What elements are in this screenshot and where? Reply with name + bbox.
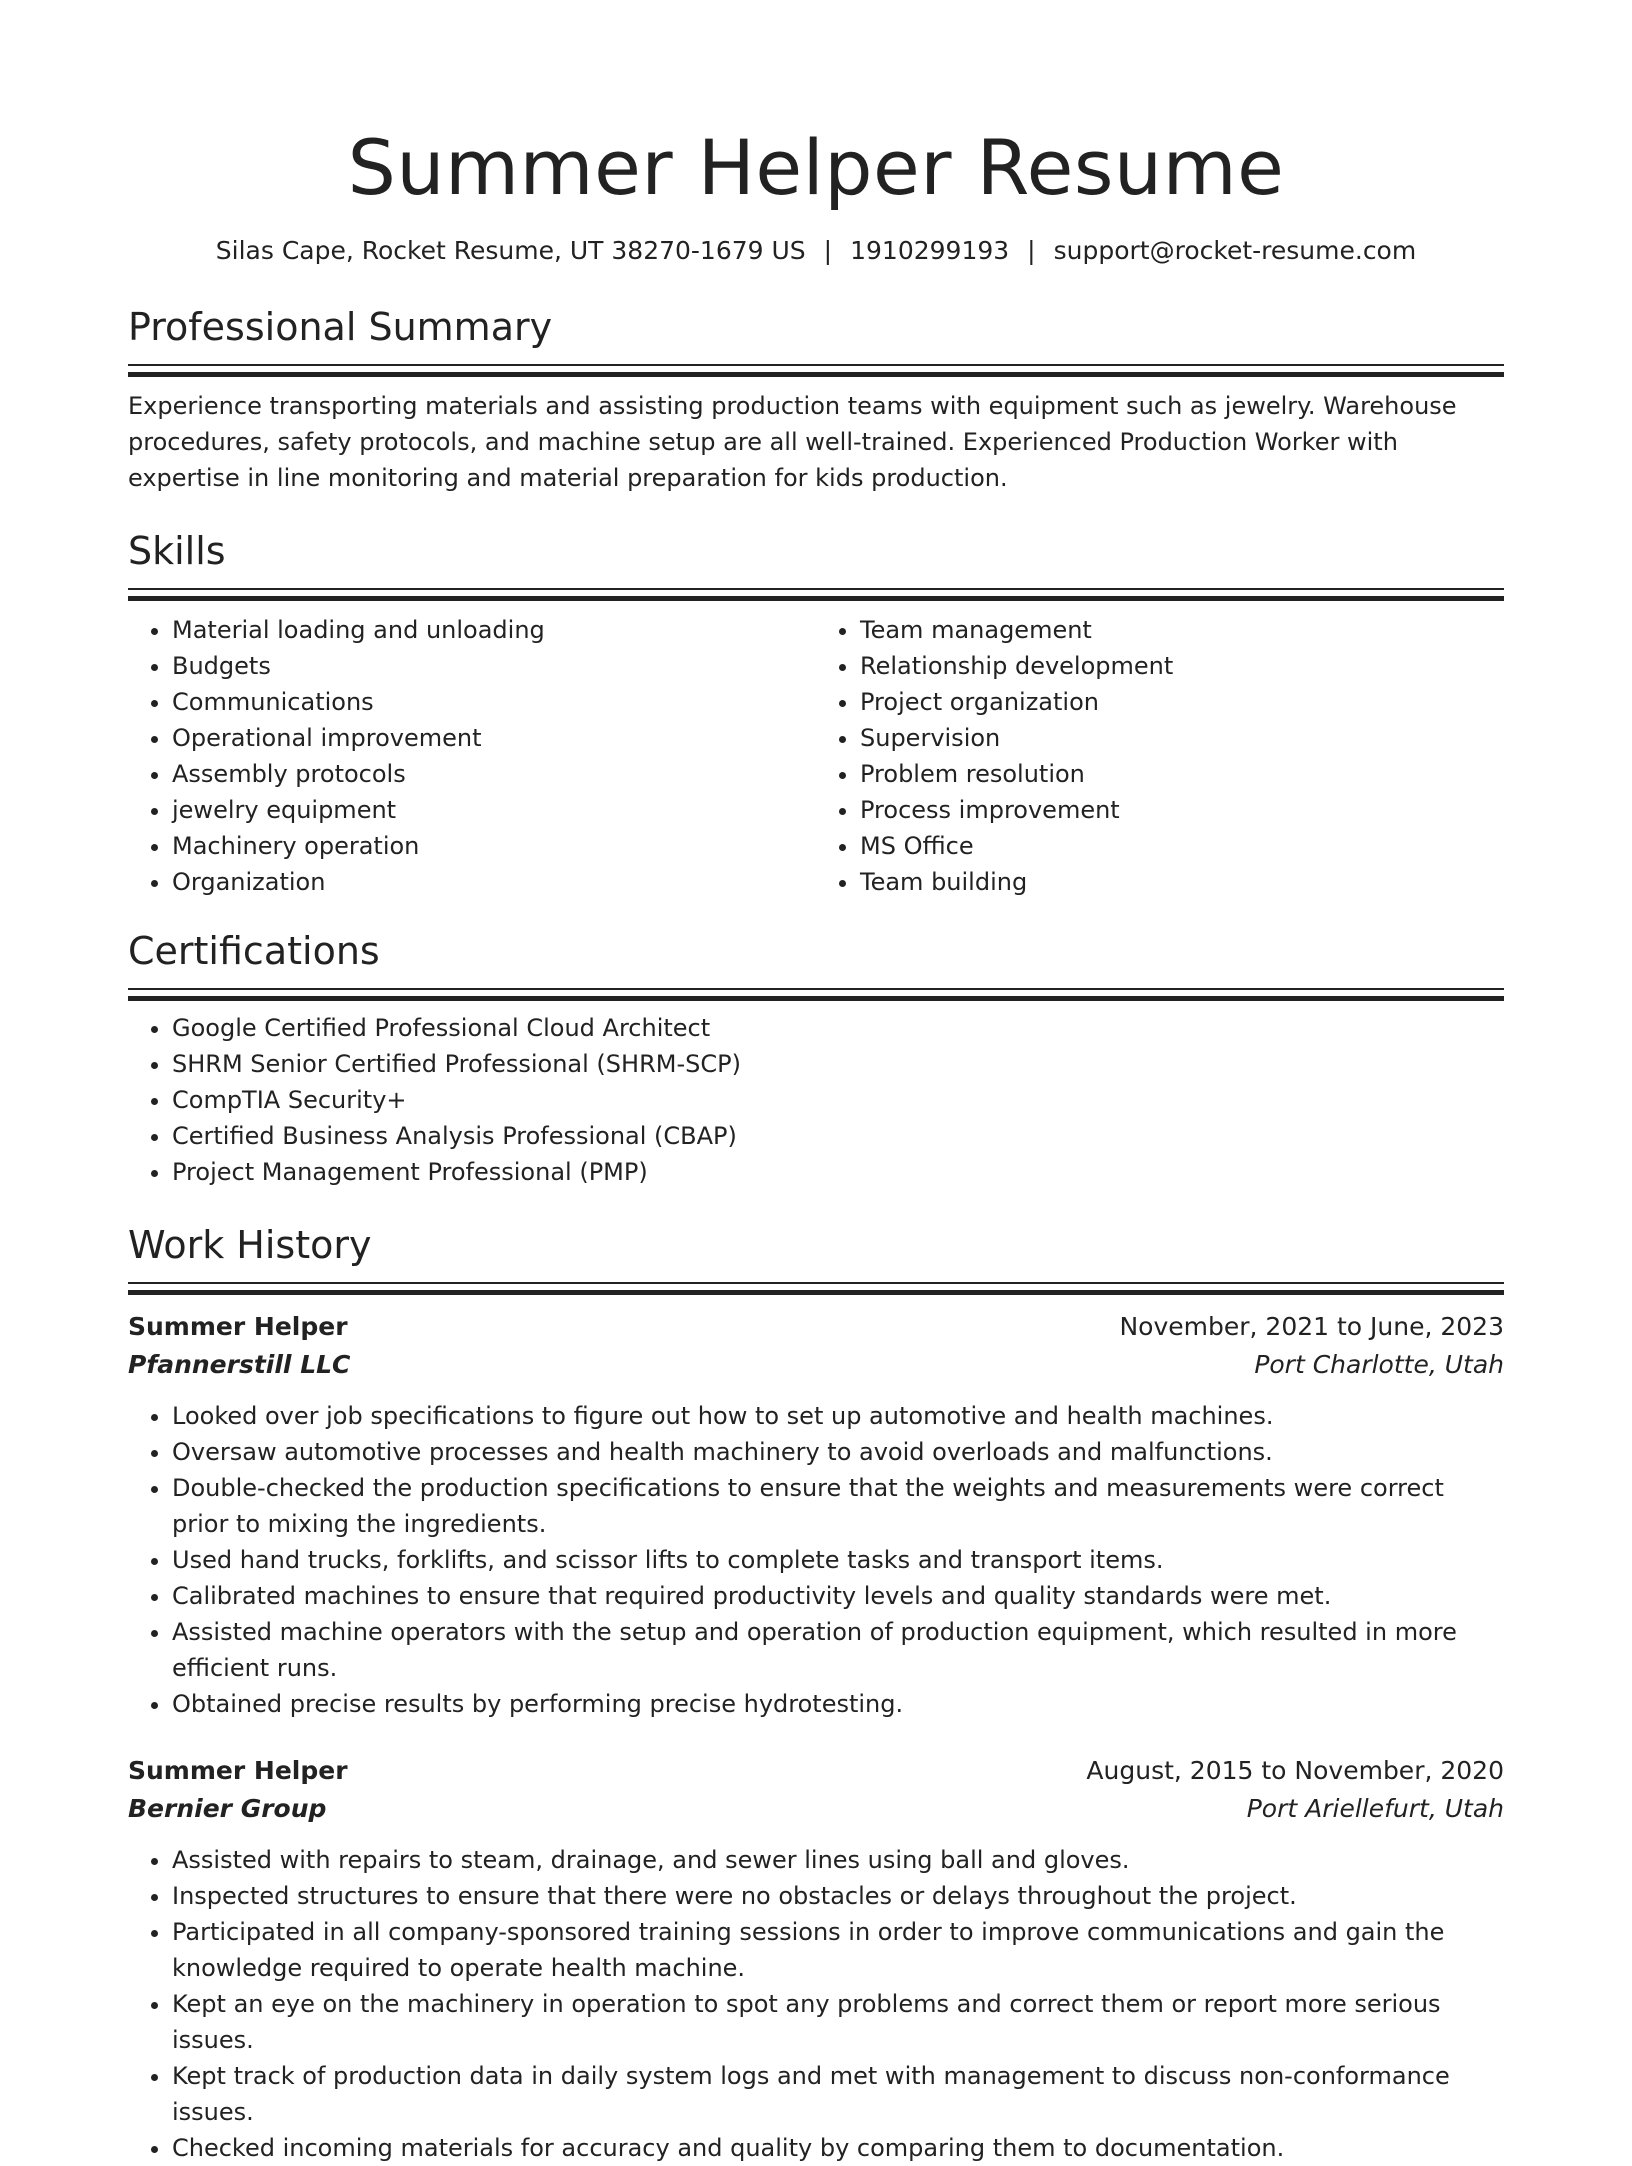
skills-columns (128, 612, 1504, 900)
summary-text: Experience transporting materials and assisting production teams with equipment such as jewelry. Warehouse procedures, safety protocols, and machine setup are all well-trained. Experienced Production Worker with expertise in line monitoring and material preparation for kids production. (128, 392, 1457, 492)
skill-item: • Budgets (172, 648, 816, 684)
job-dates: November, 2021 to June, 2023 (1119, 1312, 1504, 1341)
job-header-row (128, 1752, 1504, 1790)
skill-item: • MS Office (860, 828, 1504, 864)
job-bullet: • Obtained precise results by performing precise hydrotesting. (172, 1686, 1504, 1722)
skill-item: • Operational improvement (172, 720, 816, 756)
section-divider (128, 588, 1504, 602)
job-entry (128, 1308, 1504, 1722)
job-bullet: • Assisted with repairs to steam, drainage, and sewer lines using ball and gloves. (172, 1842, 1504, 1878)
job-subheader-row (128, 1346, 1504, 1384)
skill-item: • Team management (860, 612, 1504, 648)
section-heading-work-history: Work History (128, 1223, 372, 1267)
job-bullet: • Assisted machine operators with the setup and operation of production equipment, which resulted in more efficient runs. (172, 1614, 1504, 1686)
skills-section (128, 526, 1504, 900)
job-bullet: • Oversaw automotive processes and health machinery to avoid overloads and malfunctions. (172, 1434, 1504, 1470)
section-divider (128, 364, 1504, 378)
job-bullet: • Double-checked the production specifications to ensure that the weights and measurements were correct prior to mixing the ingredients. (172, 1470, 1504, 1542)
summary-section (128, 302, 1504, 496)
certification-item: • Certified Business Analysis Professional (CBAP) (172, 1118, 1504, 1154)
skill-item: • Machinery operation (172, 828, 816, 864)
job-bullet: • Calibrated machines to ensure that required productivity levels and quality standards were met. (172, 1578, 1504, 1614)
section-divider (128, 1282, 1504, 1296)
skill-item: • Project organization (860, 684, 1504, 720)
job-bullet: • Checked incoming materials for accuracy and quality by comparing them to documentation. (172, 2130, 1504, 2166)
job-entry (128, 1752, 1504, 2166)
skill-item: • jewelry equipment (172, 792, 816, 828)
job-bullet: • Kept track of production data in daily system logs and met with management to discuss non-conformance issues. (172, 2058, 1504, 2130)
contact-address: Silas Cape, Rocket Resume, UT 38270-1679 US (215, 236, 806, 265)
contact-phone: 1910299193 (850, 236, 1010, 265)
section-divider (128, 988, 1504, 1002)
job-subheader-row (128, 1790, 1504, 1828)
contact-separator: | (1027, 236, 1036, 265)
certifications-section (128, 926, 1504, 1190)
section-heading-summary: Professional Summary (128, 305, 553, 349)
skill-item: • Team building (860, 864, 1504, 900)
job-company: Pfannerstill LLC (128, 1350, 351, 1379)
job-location: Port Charlotte, Utah (1254, 1350, 1504, 1379)
section-heading-certifications: Certifications (128, 929, 380, 973)
certifications-list (128, 1010, 1504, 1190)
skill-item: • Material loading and unloading (172, 612, 816, 648)
skill-item: • Process improvement (860, 792, 1504, 828)
job-bullet-list (128, 1398, 1504, 1722)
skills-left-list (128, 612, 816, 900)
certification-item: • Google Certified Professional Cloud Architect (172, 1010, 1504, 1046)
job-header-row (128, 1308, 1504, 1346)
resume-page (128, 0, 1504, 2166)
contact-email: support@rocket-resume.com (1053, 236, 1417, 265)
job-bullet-list (128, 1842, 1504, 2166)
skill-item: • Supervision (860, 720, 1504, 756)
contact-line (128, 234, 1504, 268)
skill-item: • Communications (172, 684, 816, 720)
job-bullet: • Inspected structures to ensure that there were no obstacles or delays throughout the project. (172, 1878, 1504, 1914)
skill-item: • Problem resolution (860, 756, 1504, 792)
skill-item: • Assembly protocols (172, 756, 816, 792)
section-heading-skills: Skills (128, 529, 226, 573)
job-bullet: • Participated in all company-sponsored training sessions in order to improve communications and gain the knowledge required to operate health machine. (172, 1914, 1504, 1986)
resume-title: Summer Helper Resume (347, 123, 1285, 212)
skill-item: • Organization (172, 864, 816, 900)
job-company: Bernier Group (128, 1794, 327, 1823)
work-history-section (128, 1220, 1504, 2166)
certification-item: • CompTIA Security+ (172, 1082, 1504, 1118)
certification-item: • Project Management Professional (PMP) (172, 1154, 1504, 1190)
job-bullet: • Kept an eye on the machinery in operation to spot any problems and correct them or report more serious issues. (172, 1986, 1504, 2058)
job-title: Summer Helper (128, 1756, 348, 1785)
job-location: Port Ariellefurt, Utah (1246, 1794, 1504, 1823)
job-bullet: • Looked over job specifications to figure out how to set up automotive and health machines. (172, 1398, 1504, 1434)
certification-item: • SHRM Senior Certified Professional (SHRM-SCP) (172, 1046, 1504, 1082)
job-dates: August, 2015 to November, 2020 (1086, 1756, 1504, 1785)
skill-item: • Relationship development (860, 648, 1504, 684)
skills-right-list (816, 612, 1504, 900)
job-title: Summer Helper (128, 1312, 348, 1341)
job-bullet: • Used hand trucks, forklifts, and scissor lifts to complete tasks and transport items. (172, 1542, 1504, 1578)
contact-separator: | (823, 236, 833, 265)
